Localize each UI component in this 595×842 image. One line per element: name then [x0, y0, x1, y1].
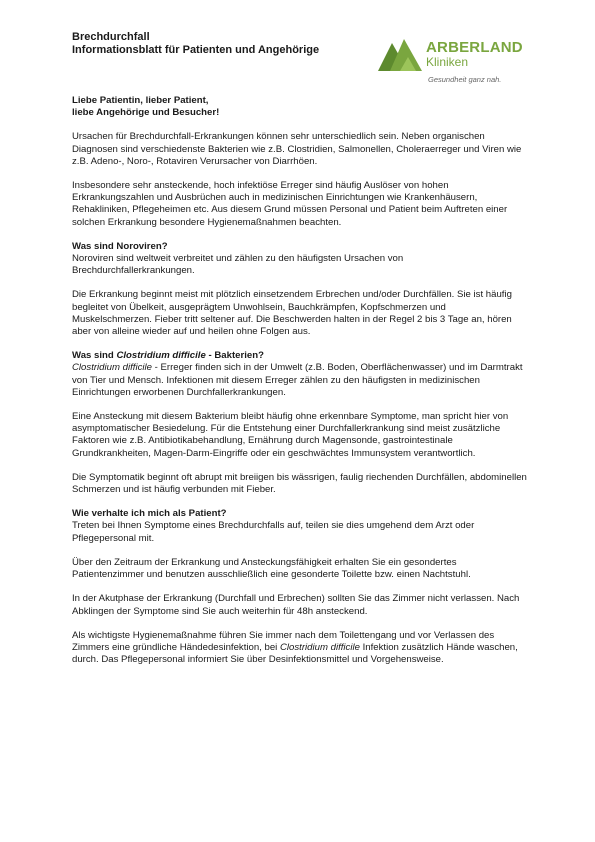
- clostridium-paragraph-1-italic: Clostridium difficile: [72, 362, 152, 374]
- noro-paragraph-2: Die Erkrankung beginnt meist mit plötzlich einsetzendem Erbrechen und/oder Durchfällen. Sie ist häufig begleitet von Übelkeit, ausgeprägtem Unwohlsein, Bauchkrämpfen, Kopfschmerzen und Muskelschmerzen. Fieber tritt seltener auf. Die Beschwerden halten in der Regel 2 bis 3 Tage an, hören aber von alleine wieder auf und heilen ohne Folgen aus.: [72, 289, 512, 338]
- logo-name: ARBERLAND: [426, 39, 523, 56]
- document-subtitle: Informationsblatt für Patienten und Angehörige: [72, 44, 320, 56]
- behaviour-paragraph-4: [72, 630, 528, 667]
- behaviour-paragraph-1: Treten bei Ihnen Symptome eines Brechdurchfalls auf, teilen sie dies umgehend dem Arzt oder Pflegepersonal mit.: [72, 520, 475, 544]
- document-title: Brechdurchfall: [72, 31, 150, 43]
- document-header: [72, 31, 319, 57]
- logo-tagline: Gesundheit ganz nah.: [428, 75, 502, 84]
- clostridium-heading-pre: Was sind: [72, 350, 117, 362]
- clostridium-paragraph-1-rest: - Erreger finden sich in der Umwelt (z.B. Boden, Oberflächenwasser) und im Darmtrakt von Tier und Mensch. Infektionen mit diesem Erreger zählen zu den häufigsten in medizinischen Einrichtungen erworbenen Durchfallerkrankungen.: [72, 362, 523, 398]
- logo-subtitle: Kliniken: [426, 55, 469, 69]
- arberland-logo: [378, 35, 528, 90]
- behaviour-heading: Wie verhalte ich mich als Patient?: [72, 508, 227, 520]
- clostridium-heading-italic: Clostridium difficile: [116, 350, 206, 362]
- clostridium-heading: [72, 350, 528, 362]
- clostridium-paragraph-1: [72, 362, 528, 399]
- behaviour-paragraph-4-italic: Clostridium difficile: [279, 641, 360, 653]
- document-body: [72, 95, 528, 678]
- intro-paragraph-1: Ursachen für Brechdurchfall-Erkrankungen können sehr unterschiedlich sein. Neben organischen Diagnosen sind verschiedenste Bakterien wie z.B. Clostridien, Salmonellen, Choleraerreger und Viren wie z.B. Adeno-, Noro-, Rotaviren Verursacher von Diarrhöen.: [72, 131, 522, 167]
- greeting-line-2: liebe Angehörige und Besucher!: [72, 107, 220, 119]
- greeting-line-1: Liebe Patientin, lieber Patient,: [72, 95, 209, 106]
- behaviour-paragraph-4-post: Infektion zusätzlich Hände waschen, durch. Das Pflegepersonal informiert Sie über Desinfektionsmittel und Vorgehensweise.: [72, 641, 518, 666]
- clostridium-paragraph-3: Die Symptomatik beginnt oft abrupt mit breiigen bis wässrigen, faulig riechenden Durchfällen, abdominellen Schmerzen und ist häufig verbunden mit Fieber.: [72, 471, 527, 496]
- intro-paragraph-2: Insbesondere sehr ansteckende, hoch infektiöse Erreger sind häufig Auslöser von hohen Erkrankungszahlen und Ausbrüchen auch in medizinischen Einrichtungen wie Krankenhäusern, Rehakliniken, Pflegeheimen etc. Aus diesem Grund müssen Personal und Patient beim Auftreten einer solchen Erkrankung besondere Hygienemaßnahmen beachten.: [72, 180, 508, 228]
- clostridium-heading-post: - Bakterien?: [205, 350, 264, 362]
- noro-paragraph-1: Noroviren sind weltweit verbreitet und zählen zu den häufigsten Ursachen von Brechdurchfallerkrankungen.: [72, 253, 404, 277]
- behaviour-paragraph-4-pre: Als wichtigste Hygienemaßnahme führen Sie immer nach dem Toilettengang und vor Verlassen des Zimmers eine gründliche Händedesinfektion, bei: [72, 629, 495, 653]
- mountain-logo-icon: [378, 37, 424, 71]
- clostridium-paragraph-2: Eine Ansteckung mit diesem Bakterium bleibt häufig ohne erkennbare Symptome, man spricht hier von asymptomatischer Besiedelung. Für die Entstehung einer Durchfallerkrankung sind meist zusätzliche Faktoren wie z.B. Antibiotikabehandlung, Ernährung durch Magensonde, gastrointestinale Grundkrankheiten, Magen-Darm-Eingriffe oder ein geschwächtes Immunsystem verantwortlich.: [72, 411, 509, 459]
- behaviour-paragraph-2: Über den Zeitraum der Erkrankung und Ansteckungsfähigkeit erhalten Sie ein gesondertes Patientenzimmer und benutzen ausschließlich eine gesonderte Toilette bzw. einen Nachtstuhl.: [72, 556, 471, 581]
- behaviour-paragraph-3: In der Akutphase der Erkrankung (Durchfall und Erbrechen) sollten Sie das Zimmer nicht verlassen. Nach Abklingen der Symptome sind Sie auch weiterhin für 48h ansteckend.: [72, 593, 520, 617]
- noro-heading: Was sind Noroviren?: [72, 240, 168, 252]
- greeting: [72, 95, 528, 119]
